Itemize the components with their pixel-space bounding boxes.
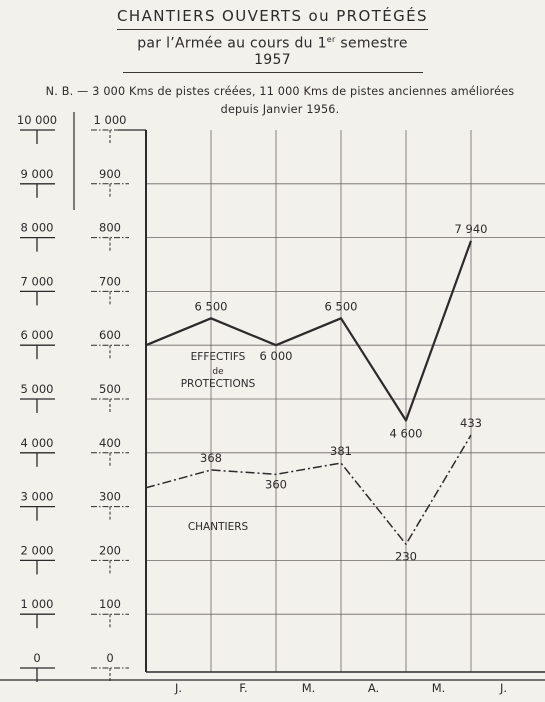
- subtitle-prefix: par l’Armée au cours du 1: [137, 35, 327, 52]
- right-scale-tick-label: 0: [106, 651, 114, 665]
- series-name-effectifs: PROTECTIONS: [180, 378, 256, 390]
- right-scale-tick-label: 1 000: [93, 113, 127, 127]
- right-scale-tick-label: 800: [99, 220, 121, 235]
- effectifs-data-label: 7 940: [454, 221, 488, 236]
- effectifs-data-label: 4 600: [389, 426, 423, 441]
- right-scale-tick-label: 700: [99, 274, 121, 289]
- left-scale-tick-label: 7 000: [20, 274, 54, 289]
- series-name-effectifs: de: [212, 367, 224, 377]
- chantiers-data-label: 433: [460, 416, 482, 431]
- right-scale-tick-label: 900: [99, 166, 121, 181]
- subtitle-suffix: semestre 1957: [254, 35, 408, 68]
- note-line-2: depuis Janvier 1956.: [220, 103, 340, 116]
- x-axis-month-label: J.: [499, 681, 508, 695]
- chart-title: CHANTIERS OUVERTS ou PROTÉGÉS: [117, 7, 428, 30]
- x-axis-month-label: M.: [431, 681, 446, 695]
- left-scale-tick-label: 9 000: [20, 166, 54, 181]
- x-axis-month-label: J.: [174, 681, 183, 695]
- x-axis-month-label: M.: [301, 681, 316, 695]
- right-scale-tick-label: 100: [99, 597, 121, 612]
- x-axis-month-label: A.: [367, 681, 380, 695]
- chantiers-data-label: 368: [200, 451, 222, 466]
- left-scale-tick-label: 8 000: [20, 220, 54, 235]
- note-line-1: N. B. — 3 000 Kms de pistes créées, 11 000 Kms de pistes anciennes améliorées: [45, 85, 515, 98]
- right-scale-tick-label: 200: [99, 543, 121, 558]
- right-scale-tick-label: 500: [99, 382, 121, 396]
- right-scale-tick-label: 400: [99, 435, 121, 450]
- left-scale-tick-label: 4 000: [20, 435, 54, 450]
- series-name-chantiers: CHANTIERS: [187, 521, 249, 533]
- series-line-effectifs: [146, 241, 471, 421]
- effectifs-data-label: 6 500: [324, 299, 358, 314]
- effectifs-data-label: 6 000: [259, 349, 293, 364]
- left-scale-tick-label: 6 000: [20, 328, 54, 343]
- left-scale-tick-label: 3 000: [20, 489, 54, 504]
- subtitle-superscript: er: [326, 35, 336, 44]
- chantiers-data-label: 381: [330, 444, 352, 459]
- chantiers-data-label: 230: [395, 549, 417, 564]
- right-scale-tick-label: 600: [99, 328, 121, 343]
- left-scale-tick-label: 1 000: [20, 597, 54, 612]
- right-scale-tick-label: 300: [99, 489, 121, 504]
- left-scale-tick-label: 0: [33, 651, 41, 665]
- left-scale-tick-label: 10 000: [16, 113, 58, 127]
- effectifs-data-label: 6 500: [194, 299, 228, 314]
- series-name-effectifs: EFFECTIFS: [190, 351, 246, 363]
- left-scale-tick-label: 5 000: [20, 382, 54, 396]
- chantiers-data-label: 360: [265, 477, 287, 492]
- x-axis-month-label: F.: [239, 681, 248, 695]
- left-scale-tick-label: 2 000: [20, 543, 54, 558]
